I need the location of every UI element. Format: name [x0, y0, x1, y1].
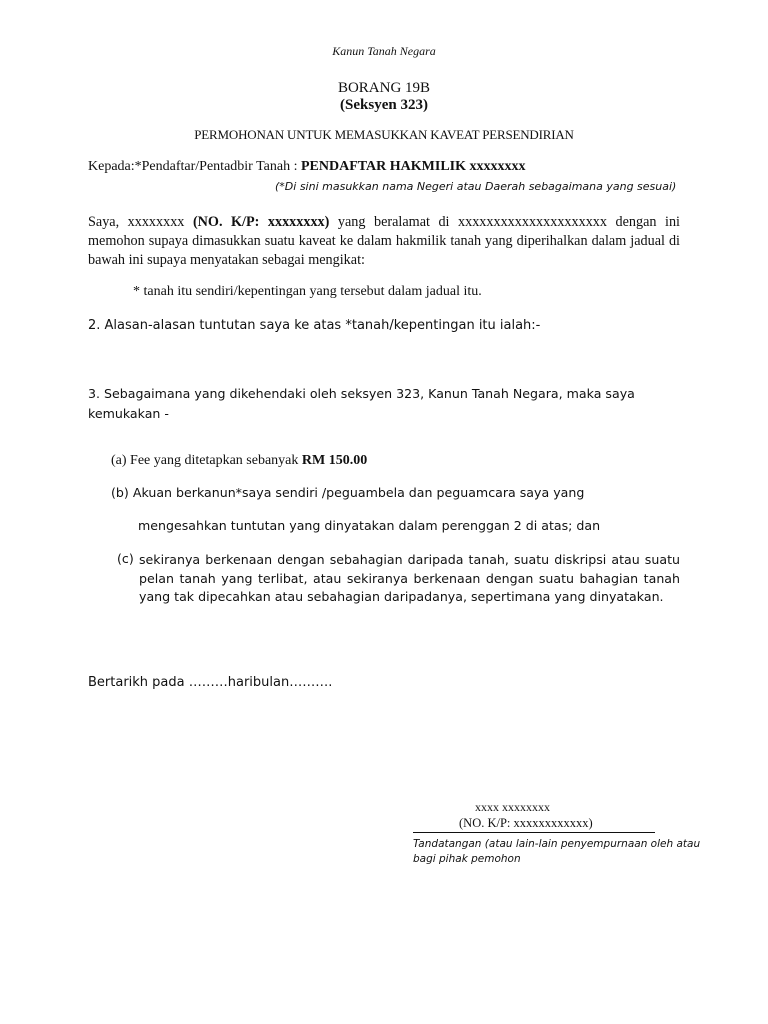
- signatory-ic: (NO. K/P: xxxxxxxxxxxx): [459, 816, 593, 830]
- applicant-ic: (NO. K/P: xxxxxxxx): [192, 214, 330, 230]
- paragraph-1-text: yang beralamat di xxxxxxxxxxxxxxxxxxxxx dengan ini memohon supaya dimasukkan suatu kaveat ke dalam hakmilik tanah yang diperihalkan dalam jadual di bawah ini supaya menyatakan sebagai mengikat:: [88, 214, 680, 268]
- paragraph-2: 2. Alasan-alasan tuntutan saya ke atas *tanah/kepentingan itu ialah:-: [88, 318, 541, 333]
- item-c-text: sekiranya berkenaan dengan sebahagian daripada tanah, suatu diskripsi atau suatu pelan tanah yang terlibat, atau sekiranya berkenaan dengan suatu bahagian tanah yang tak dipecahkan atau sebahagian daripadanya, sepertimana yang dinyatakan.: [139, 552, 680, 604]
- addressee-prefix: Kepada:*Pendaftar/Pentadbir Tanah :: [88, 159, 301, 174]
- date-line: Bertarikh pada ………haribulan……….: [88, 675, 333, 690]
- signature-caption: Tandatangan (atau lain-lain penyempurnaan oleh atau bagi pihak pemohon: [413, 838, 701, 865]
- item-b-line-2: mengesahkan tuntutan yang dinyatakan dalam perenggan 2 di atas; dan: [138, 518, 601, 533]
- addressee-note: (*Di sini masukkan nama Negeri atau Daerah sebagaimana yang sesuai): [275, 180, 677, 193]
- addressee-line: [88, 159, 526, 175]
- paragraph-3: 3. Sebagaimana yang dikehendaki oleh seksyen 323, Kanun Tanah Negara, maka saya kemukakan -: [88, 386, 635, 421]
- item-c-marker: (c): [117, 551, 134, 566]
- signatory-name: xxxx xxxxxxxx: [475, 800, 550, 814]
- paragraph-1: [88, 213, 680, 270]
- item-b-line-1: (b) Akuan berkanun*saya sendiri /peguambela dan peguamcara saya yang: [111, 485, 585, 500]
- form-section: (Seksyen 323): [340, 97, 428, 113]
- applicant-name: Saya, xxxxxxxx: [88, 214, 193, 230]
- registrar-name: PENDAFTAR HAKMILIK xxxxxxxx: [300, 159, 526, 174]
- binding-statement: * tanah itu sendiri/kepentingan yang tersebut dalam jadual itu.: [133, 284, 482, 299]
- item-a-label: (a) Fee yang ditetapkan sebanyak: [111, 453, 302, 468]
- form-number: BORANG 19B: [337, 80, 431, 96]
- form-title: PERMOHONAN UNTUK MEMASUKKAN KAVEAT PERSENDIRIAN: [194, 127, 574, 142]
- fee-amount: RM 150.00: [301, 453, 368, 468]
- item-a: [111, 453, 367, 469]
- act-title: Kanun Tanah Negara: [332, 44, 436, 58]
- signature-line: [413, 832, 655, 833]
